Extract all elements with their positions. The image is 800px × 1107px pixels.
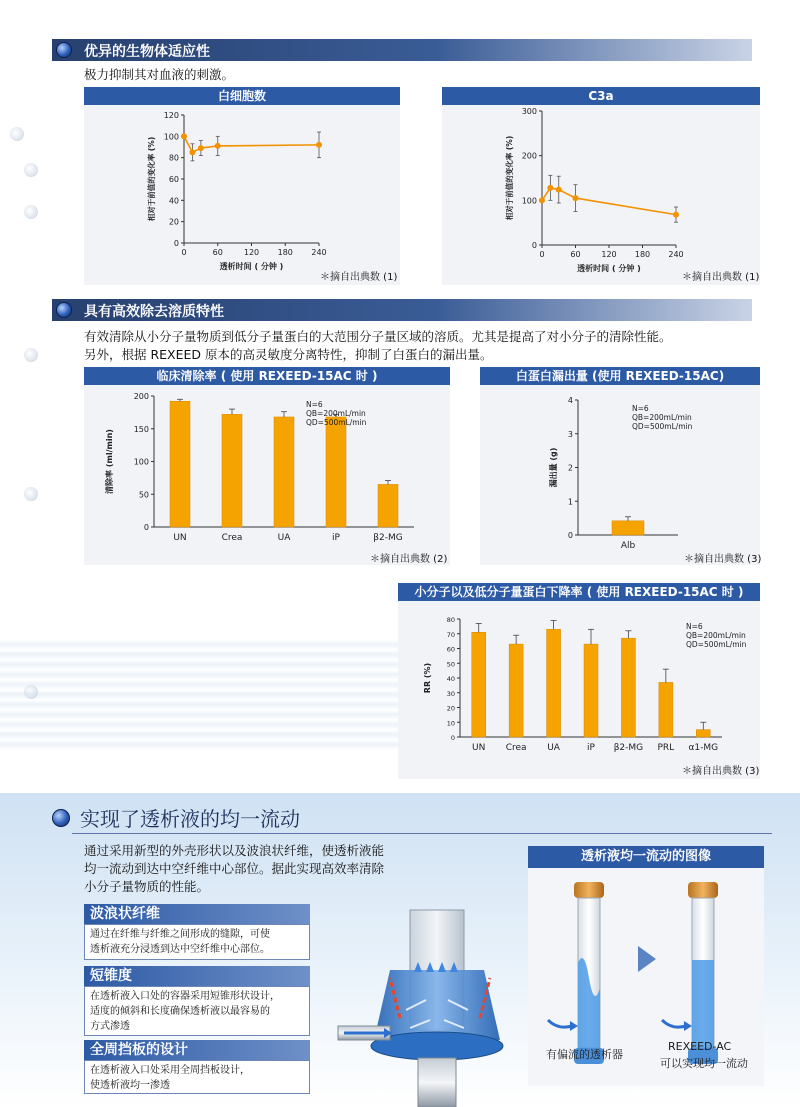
rr-condition-text: QD=500mL/min <box>686 640 747 649</box>
rr-category-label: UA <box>547 743 560 753</box>
rr-category-label: β2-MG <box>613 743 644 753</box>
clear-y-tick-label: 0 <box>143 523 149 532</box>
c3a-y-axis-label: 相对于前值的变化率 (%) <box>505 135 514 221</box>
alb-category-label: Alb <box>620 541 636 551</box>
chart-clearance <box>84 385 450 565</box>
wbc-data-point <box>198 145 204 151</box>
section3-rule <box>72 833 772 834</box>
rr-category-label: PRL <box>657 743 675 753</box>
clear-category-label: iP <box>332 533 340 543</box>
chart-albumin-source: ＊摘自出典数 (3) <box>684 554 762 565</box>
feature-baffle-line2: 使透析液均一渗透 <box>90 1080 170 1091</box>
wbc-x-tick-label: 60 <box>212 248 223 257</box>
taper-housing <box>374 970 500 1040</box>
section2-bullet-icon <box>56 302 72 318</box>
chart-albumin-panel <box>480 385 760 565</box>
feature-short-taper-line1: 在透析液入口处的容器采用短锥形状设计， <box>90 991 280 1002</box>
rr-y-axis-label: RR (%) <box>423 662 432 694</box>
feature-baffle-box <box>84 1060 310 1094</box>
wbc-x-tick-label: 0 <box>181 248 187 257</box>
alb-bar <box>612 521 644 535</box>
section3-intro-line2: 均一流动到达中空纤维中心部位。据此实现高效率清除 <box>84 861 385 876</box>
feature-wave-fiber-line2: 透析液充分浸透到达中空纤维中心部位。 <box>90 944 270 955</box>
rr-bar <box>509 644 523 737</box>
c3a-x-axis-label: 透析时间 ( 分钟 ) <box>577 264 641 273</box>
rr-y-tick-label: 20 <box>446 704 455 713</box>
clear-y-tick-label: 200 <box>133 392 149 401</box>
c3a-y-tick-label: 300 <box>521 107 537 116</box>
section1-title: 优异的生物体适应性 <box>84 44 210 60</box>
flow-image-title: 透析液均一流动的图像 <box>528 846 764 868</box>
alb-condition-text: N=6 <box>632 404 649 413</box>
section2-line2: 另外，根据 REXEED 原本的高灵敏度分离特性，抑制了白蛋白的漏出量。 <box>84 347 493 362</box>
chart-wbc-source: ＊摘自出典数 (1) <box>320 272 398 283</box>
alb-y-tick-label: 1 <box>567 497 573 507</box>
wbc-y-tick-label: 60 <box>168 175 179 184</box>
wbc-x-tick-label: 240 <box>311 248 327 257</box>
wbc-data-point <box>189 149 195 155</box>
clear-bar <box>222 414 242 527</box>
feature-wave-fiber-head: 波浪状纤维 <box>84 904 310 924</box>
c3a-data-point <box>547 185 553 191</box>
binder-hole-2 <box>24 163 38 177</box>
feature-short-taper-head: 短锥度 <box>84 966 310 986</box>
wbc-y-tick-label: 120 <box>163 111 179 120</box>
rr-condition-text: N=6 <box>686 622 703 631</box>
feature-short-taper-line2: 适度的倾斜和长度确保透析液以最容易的 <box>90 1006 270 1017</box>
feature-wave-fiber-box <box>84 924 310 960</box>
clear-bar <box>274 417 294 527</box>
alb-y-tick-label: 0 <box>567 531 573 540</box>
alb-condition-text: QB=200mL/min <box>632 413 692 422</box>
c3a-data-point <box>673 212 679 218</box>
rr-bar <box>621 638 635 737</box>
chart-wbc-panel <box>84 105 400 285</box>
clear-condition-text: N=6 <box>306 400 323 409</box>
chart-clearance-panel <box>84 385 450 565</box>
uniform-tube-fluid <box>692 960 714 1048</box>
c3a-series-line <box>542 188 676 215</box>
clear-bar <box>326 417 346 527</box>
c3a-x-tick-label: 240 <box>668 250 684 259</box>
rr-y-tick-label: 0 <box>450 734 455 742</box>
flow-right-caption-2: 可以实现均一流动 <box>660 1057 748 1070</box>
wbc-data-point <box>181 133 187 139</box>
chart-wbc-title: 白细胞数 <box>84 87 400 105</box>
chart-clearance-source: ＊摘自出典数 (2) <box>370 554 448 565</box>
section3-bullet-icon <box>52 809 70 827</box>
rr-condition-text: QB=200mL/min <box>686 631 746 640</box>
chart-rr-title: 小分子以及低分子量蛋白下降率 ( 使用 REXEED-15AC 时 ) <box>398 583 760 601</box>
wbc-series-line <box>184 136 319 152</box>
clear-category-label: UN <box>173 533 187 543</box>
wbc-y-tick-label: 40 <box>168 196 179 206</box>
c3a-x-tick-label: 0 <box>539 250 545 259</box>
chart-clearance-title: 临床清除率 ( 使用 REXEED-15AC 时 ) <box>84 367 450 385</box>
rr-category-label: UN <box>472 743 486 753</box>
decorative-streaks <box>0 640 400 750</box>
feature-baffle-head: 全周挡板的设计 <box>84 1040 310 1060</box>
chart-albumin-title: 白蛋白漏出量 (使用 REXEED-15AC) <box>480 367 760 385</box>
section3-title: 实现了透析液的均一流动 <box>80 807 300 831</box>
binder-hole-1 <box>10 127 24 141</box>
feature-short-taper-line3: 方式渗透 <box>90 1021 130 1032</box>
binder-hole-4 <box>24 348 38 362</box>
c3a-data-point <box>556 187 562 193</box>
wbc-data-point <box>215 143 221 149</box>
c3a-y-tick-label: 0 <box>531 241 537 250</box>
wbc-x-tick-label: 120 <box>243 248 260 257</box>
alb-y-tick-label: 3 <box>567 429 573 439</box>
section2-line1: 有效清除从小分子量物质到低分子量蛋白的大范围分子量区域的溶质。尤其是提高了对小分子的清除性能。 <box>84 329 672 344</box>
flow-right-caption-1: REXEED-AC <box>668 1040 732 1053</box>
section1-subtitle: 极力抑制其对血液的刺激。 <box>84 67 235 82</box>
section3-intro-line3: 小分子量物质的性能。 <box>84 879 210 894</box>
clear-category-label: UA <box>277 533 291 543</box>
rr-bar <box>584 644 598 737</box>
binder-hole-3 <box>24 205 38 219</box>
alb-condition-text: QD=500mL/min <box>632 422 693 431</box>
chart-rr-source: ＊摘自出典数 (3) <box>682 766 760 777</box>
alb-y-tick-label: 2 <box>567 463 573 473</box>
clear-bar <box>378 484 398 527</box>
wbc-y-tick-label: 100 <box>163 132 179 142</box>
rr-bar <box>547 629 561 737</box>
clear-bar <box>170 401 190 527</box>
clear-category-label: Crea <box>221 533 243 543</box>
baffle-ring <box>371 1032 503 1060</box>
rr-bar <box>659 682 673 737</box>
rr-category-label: α1-MG <box>688 743 719 753</box>
rr-y-tick-label: 50 <box>446 660 455 669</box>
wbc-y-tick-label: 80 <box>168 153 179 163</box>
section1-bullet-icon <box>56 42 72 58</box>
wbc-x-axis-label: 透析时间 ( 分钟 ) <box>219 262 284 271</box>
clear-condition-text: QD=500mL/min <box>306 418 367 427</box>
rr-y-tick-label: 30 <box>446 689 455 698</box>
chart-rr-panel <box>398 601 760 779</box>
rr-category-label: iP <box>587 743 595 753</box>
chart-albumin <box>480 385 760 565</box>
clear-y-tick-label: 150 <box>133 424 149 434</box>
section3-intro-line1: 通过采用新型的外壳形状以及波浪状纤维，使透析液能 <box>84 843 385 858</box>
wbc-data-point <box>316 142 322 148</box>
wbc-x-tick-label: 180 <box>277 248 293 257</box>
chart-c3a-panel <box>442 105 760 285</box>
chart-c3a <box>442 105 760 285</box>
flow-left-caption: 有偏流的透析器 <box>546 1048 623 1061</box>
section1-header <box>52 39 752 61</box>
uneven-tube-cap-top <box>574 882 604 898</box>
c3a-x-tick-label: 120 <box>601 250 617 259</box>
c3a-data-point <box>539 197 545 203</box>
wbc-y-tick-label: 20 <box>168 217 179 227</box>
chart-c3a-title: C3a <box>442 87 760 105</box>
c3a-x-tick-label: 180 <box>634 250 651 259</box>
feature-wave-fiber-line1: 通过在纤维与纤维之间形成的缝隙，可使 <box>90 929 270 940</box>
c3a-data-point <box>573 195 579 201</box>
wbc-y-axis-label: 相对于前值的变化率 (%) <box>147 136 156 222</box>
uniform-tube-cap-top <box>688 882 718 898</box>
rr-category-label: Crea <box>505 743 527 753</box>
rr-y-tick-label: 80 <box>446 616 455 624</box>
rr-y-tick-label: 60 <box>446 645 455 654</box>
chart-wbc <box>84 105 400 285</box>
outlet-pipe <box>418 1058 456 1107</box>
clear-y-tick-label: 100 <box>133 457 149 467</box>
clear-y-axis-label: 清除率 (ml/min) <box>105 429 114 494</box>
chart-rr <box>398 601 760 779</box>
section2-header <box>52 299 752 321</box>
dialyzer-illustration <box>330 900 520 1107</box>
rr-y-tick-label: 10 <box>446 719 455 728</box>
c3a-x-tick-label: 60 <box>570 250 581 259</box>
binder-hole-5 <box>24 487 38 501</box>
compare-arrow-icon <box>638 946 656 972</box>
c3a-y-tick-label: 100 <box>521 196 537 206</box>
feature-short-taper-box <box>84 986 310 1036</box>
section2-title: 具有高效除去溶质特性 <box>84 304 224 320</box>
rr-bar <box>472 632 486 737</box>
chart-c3a-source: ＊摘自出典数 (1) <box>682 272 760 283</box>
wbc-y-tick-label: 0 <box>173 239 179 248</box>
alb-y-axis-label: 漏出量 (g) <box>549 447 558 488</box>
clear-category-label: β2-MG <box>373 533 403 543</box>
feature-baffle-line1: 在透析液入口处采用全周挡板设计， <box>90 1065 250 1076</box>
rr-bar <box>696 730 710 737</box>
c3a-y-tick-label: 200 <box>521 151 537 161</box>
alb-y-tick-label: 4 <box>567 396 573 405</box>
clear-condition-text: QB=200mL/min <box>306 409 366 418</box>
rr-y-tick-label: 40 <box>446 675 455 683</box>
clear-y-tick-label: 50 <box>138 490 149 500</box>
rr-y-tick-label: 70 <box>446 630 455 639</box>
